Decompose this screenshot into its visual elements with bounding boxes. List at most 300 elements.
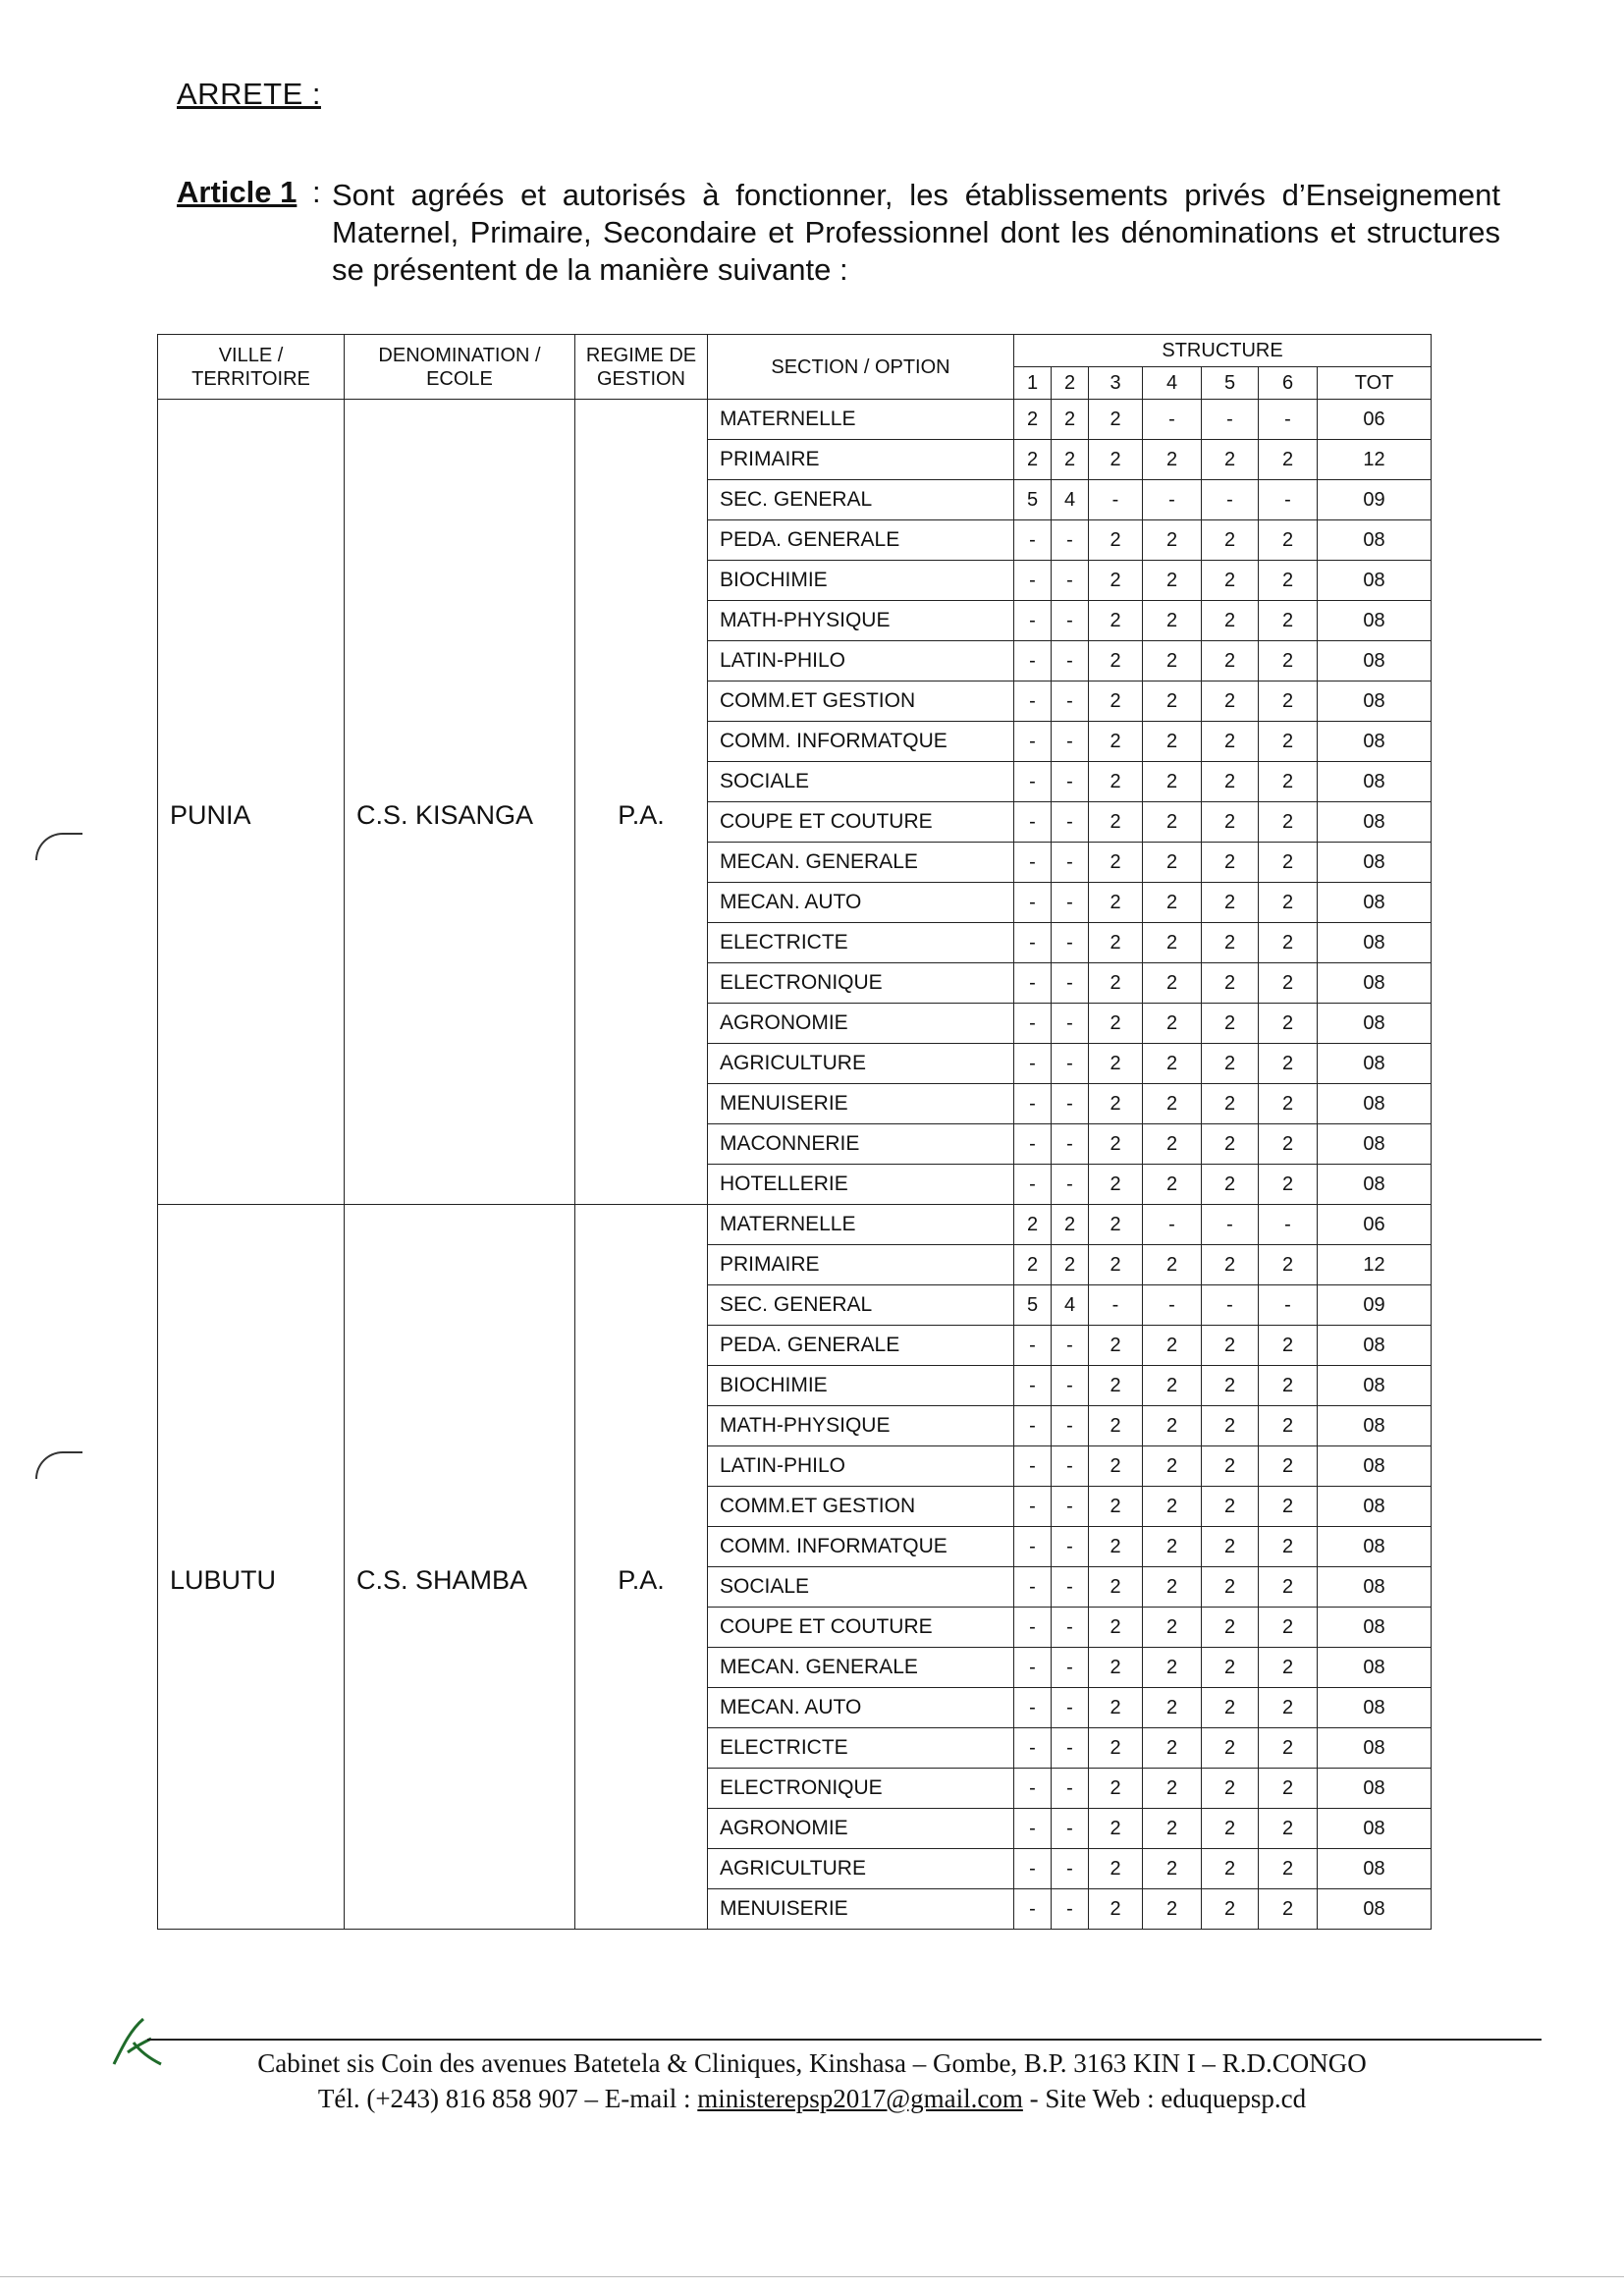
structure-cell: - <box>1052 1406 1089 1446</box>
structure-cell: - <box>1014 762 1052 802</box>
section-option-cell: AGRICULTURE <box>708 1044 1014 1084</box>
section-option-cell: MENUISERIE <box>708 1889 1014 1930</box>
structure-cell: 2 <box>1259 1366 1318 1406</box>
structure-cell: - <box>1014 1446 1052 1487</box>
structure-cell: 2 <box>1202 440 1259 480</box>
structure-cell: 2 <box>1259 1124 1318 1165</box>
structure-cell: - <box>1143 1205 1202 1245</box>
total-cell: 08 <box>1318 1527 1432 1567</box>
footer-rule <box>147 2039 1542 2041</box>
footer-email-link[interactable]: ministerepsp2017@gmail.com <box>697 2084 1023 2113</box>
structure-cell: 2 <box>1143 1366 1202 1406</box>
structure-cell: 2 <box>1089 1245 1143 1285</box>
structure-cell: 2 <box>1143 963 1202 1004</box>
structure-cell: - <box>1014 1889 1052 1930</box>
section-option-cell: SOCIALE <box>708 762 1014 802</box>
structure-cell: 2 <box>1202 1527 1259 1567</box>
section-option-cell: ELECTRICTE <box>708 1728 1014 1769</box>
structure-cell: 2 <box>1089 1527 1143 1567</box>
structure-cell: 2 <box>1143 1487 1202 1527</box>
punch-hole-mark <box>35 1451 82 1479</box>
structure-cell: - <box>1052 883 1089 923</box>
structure-cell: - <box>1052 923 1089 963</box>
structure-cell: - <box>1014 1044 1052 1084</box>
structure-cell: 2 <box>1259 1165 1318 1205</box>
header-col-2: 2 <box>1052 367 1089 400</box>
structure-cell: - <box>1014 1406 1052 1446</box>
total-cell: 08 <box>1318 601 1432 641</box>
header-col-6: 6 <box>1259 367 1318 400</box>
structure-cell: 2 <box>1089 1728 1143 1769</box>
structure-cell: - <box>1143 400 1202 440</box>
structure-cell: - <box>1259 1205 1318 1245</box>
structure-cell: 2 <box>1202 641 1259 682</box>
regime-cell-text: P.A. <box>618 1565 665 1595</box>
structure-cell: - <box>1014 1366 1052 1406</box>
structure-cell: 2 <box>1202 762 1259 802</box>
total-cell: 08 <box>1318 1769 1432 1809</box>
structure-cell: - <box>1052 843 1089 883</box>
total-cell: 09 <box>1318 1285 1432 1326</box>
structure-cell: 2 <box>1202 520 1259 561</box>
structure-cell: 2 <box>1202 1245 1259 1285</box>
section-option-cell: COMM. INFORMATQUE <box>708 1527 1014 1567</box>
structure-cell: - <box>1052 1769 1089 1809</box>
structure-cell: - <box>1014 883 1052 923</box>
structure-cell: - <box>1014 1084 1052 1124</box>
structure-cell: 2 <box>1202 1809 1259 1849</box>
structure-cell: 2 <box>1014 1205 1052 1245</box>
structure-cell: 2 <box>1089 1809 1143 1849</box>
structure-cell: - <box>1014 1688 1052 1728</box>
structure-cell: 2 <box>1259 843 1318 883</box>
structure-cell: 2 <box>1089 1487 1143 1527</box>
structure-cell: 2 <box>1089 1889 1143 1930</box>
punch-hole-mark <box>35 833 82 860</box>
structure-cell: - <box>1259 480 1318 520</box>
denomination-cell <box>345 400 575 1205</box>
structure-cell: 2 <box>1202 1688 1259 1728</box>
structure-cell: - <box>1052 1326 1089 1366</box>
structure-cell: 2 <box>1143 1527 1202 1567</box>
section-option-cell: MATERNELLE <box>708 1205 1014 1245</box>
section-option-cell: SEC. GENERAL <box>708 1285 1014 1326</box>
table-row <box>158 1205 1432 1245</box>
section-option-cell: MATH-PHYSIQUE <box>708 601 1014 641</box>
total-cell: 08 <box>1318 1406 1432 1446</box>
structure-cell: 2 <box>1202 923 1259 963</box>
structure-cell: 2 <box>1143 1004 1202 1044</box>
total-cell: 08 <box>1318 963 1432 1004</box>
total-cell: 08 <box>1318 1004 1432 1044</box>
structure-cell: 2 <box>1089 1326 1143 1366</box>
total-cell: 08 <box>1318 1165 1432 1205</box>
section-option-cell: MECAN. GENERALE <box>708 843 1014 883</box>
total-cell: 08 <box>1318 802 1432 843</box>
structure-cell: - <box>1052 1487 1089 1527</box>
structure-cell: 2 <box>1143 1769 1202 1809</box>
structure-cell: - <box>1014 682 1052 722</box>
structure-cell: 2 <box>1089 1567 1143 1608</box>
structure-cell: - <box>1052 1889 1089 1930</box>
total-cell: 08 <box>1318 843 1432 883</box>
structure-cell: 2 <box>1089 802 1143 843</box>
total-cell: 06 <box>1318 400 1432 440</box>
structure-cell: 2 <box>1143 722 1202 762</box>
structure-cell: 2 <box>1052 440 1089 480</box>
structure-cell: 2 <box>1202 1608 1259 1648</box>
structure-cell: 2 <box>1089 1044 1143 1084</box>
structure-cell: 2 <box>1052 400 1089 440</box>
structure-cell: - <box>1052 1527 1089 1567</box>
section-option-cell: MECAN. AUTO <box>708 883 1014 923</box>
structure-cell: 2 <box>1143 1889 1202 1930</box>
structure-cell: 2 <box>1202 1366 1259 1406</box>
structure-cell: 2 <box>1259 520 1318 561</box>
structure-cell: 2 <box>1202 561 1259 601</box>
structure-cell: 2 <box>1202 1326 1259 1366</box>
page-edge-line <box>0 2276 1624 2277</box>
structure-cell: 2 <box>1143 802 1202 843</box>
structure-cell: 2 <box>1052 1245 1089 1285</box>
structure-cell: - <box>1052 802 1089 843</box>
structure-cell: 2 <box>1202 1406 1259 1446</box>
structure-cell: 2 <box>1089 1648 1143 1688</box>
structure-cell: - <box>1014 1809 1052 1849</box>
structure-cell: 2 <box>1143 1608 1202 1648</box>
header-col-3: 3 <box>1089 367 1143 400</box>
structure-cell: 2 <box>1259 1849 1318 1889</box>
structure-cell: 2 <box>1202 963 1259 1004</box>
structure-cell: 2 <box>1202 682 1259 722</box>
structure-cell: 2 <box>1089 923 1143 963</box>
structure-cell: 2 <box>1052 1205 1089 1245</box>
structure-cell: 2 <box>1143 561 1202 601</box>
section-option-cell: COMM.ET GESTION <box>708 682 1014 722</box>
structure-cell: 2 <box>1089 520 1143 561</box>
total-cell: 08 <box>1318 1608 1432 1648</box>
total-cell: 12 <box>1318 440 1432 480</box>
total-cell: 08 <box>1318 1446 1432 1487</box>
structure-cell: 2 <box>1089 762 1143 802</box>
section-option-cell: BIOCHIMIE <box>708 1366 1014 1406</box>
section-option-cell: MACONNERIE <box>708 1124 1014 1165</box>
structure-cell: 5 <box>1014 480 1052 520</box>
total-cell: 08 <box>1318 883 1432 923</box>
structure-cell: - <box>1052 1084 1089 1124</box>
ville-cell <box>158 400 345 1205</box>
article-label: Article 1 <box>177 175 298 209</box>
table-row <box>158 400 1432 440</box>
header-col-tot: TOT <box>1318 367 1432 400</box>
structure-cell: 2 <box>1143 1688 1202 1728</box>
structure-cell: 2 <box>1089 883 1143 923</box>
section-option-cell: MATH-PHYSIQUE <box>708 1406 1014 1446</box>
footer-tel: Tél. (+243) 816 858 907 – E-mail : <box>317 2084 698 2113</box>
structure-cell: 2 <box>1089 440 1143 480</box>
section-option-cell: PRIMAIRE <box>708 440 1014 480</box>
structure-cell: 2 <box>1089 1366 1143 1406</box>
structure-cell: 2 <box>1089 1004 1143 1044</box>
structure-cell: - <box>1052 1366 1089 1406</box>
section-option-cell: AGRONOMIE <box>708 1809 1014 1849</box>
structure-cell: 2 <box>1259 440 1318 480</box>
header-regime: REGIME DE GESTION <box>575 335 708 400</box>
structure-cell: 4 <box>1052 480 1089 520</box>
section-option-cell: ELECTRICTE <box>708 923 1014 963</box>
structure-cell: 2 <box>1143 1406 1202 1446</box>
structure-cell: 2 <box>1259 1446 1318 1487</box>
total-cell: 08 <box>1318 1124 1432 1165</box>
structure-cell: - <box>1052 682 1089 722</box>
structure-cell: 2 <box>1259 1688 1318 1728</box>
structure-cell: 2 <box>1089 400 1143 440</box>
section-option-cell: MENUISERIE <box>708 1084 1014 1124</box>
structure-cell: 2 <box>1259 923 1318 963</box>
structure-cell: 2 <box>1202 1487 1259 1527</box>
section-option-cell: AGRICULTURE <box>708 1849 1014 1889</box>
structure-cell: 5 <box>1014 1285 1052 1326</box>
header-ville: VILLE / TERRITOIRE <box>158 335 345 400</box>
section-option-cell: PEDA. GENERALE <box>708 1326 1014 1366</box>
section-option-cell: PRIMAIRE <box>708 1245 1014 1285</box>
structure-cell: - <box>1052 1809 1089 1849</box>
total-cell: 08 <box>1318 1567 1432 1608</box>
structure-cell: 2 <box>1089 641 1143 682</box>
structure-cell: - <box>1143 480 1202 520</box>
structure-cell: 2 <box>1259 1084 1318 1124</box>
structure-cell: - <box>1052 762 1089 802</box>
structure-cell: - <box>1014 520 1052 561</box>
section-option-cell: AGRONOMIE <box>708 1004 1014 1044</box>
structure-cell: - <box>1202 400 1259 440</box>
structure-cell: 2 <box>1202 601 1259 641</box>
structure-cell: - <box>1014 843 1052 883</box>
structure-cell: - <box>1014 963 1052 1004</box>
total-cell: 08 <box>1318 762 1432 802</box>
section-option-cell: BIOCHIMIE <box>708 561 1014 601</box>
structure-cell: - <box>1052 1044 1089 1084</box>
structure-cell: 2 <box>1143 1809 1202 1849</box>
table-body <box>158 400 1432 1930</box>
structure-cell: - <box>1014 641 1052 682</box>
structure-cell: - <box>1089 480 1143 520</box>
structure-cell: 2 <box>1089 1446 1143 1487</box>
structure-cell: - <box>1259 400 1318 440</box>
section-option-cell: MECAN. AUTO <box>708 1688 1014 1728</box>
header-col-5: 5 <box>1202 367 1259 400</box>
structure-cell: 2 <box>1089 1124 1143 1165</box>
structure-cell: 2 <box>1202 1728 1259 1769</box>
structure-cell: 2 <box>1089 1406 1143 1446</box>
structure-cell: - <box>1014 1849 1052 1889</box>
structure-cell: 2 <box>1089 1769 1143 1809</box>
structure-cell: 2 <box>1143 520 1202 561</box>
total-cell: 09 <box>1318 480 1432 520</box>
structure-cell: 2 <box>1089 722 1143 762</box>
structure-cell: - <box>1202 480 1259 520</box>
structure-cell: 2 <box>1259 1769 1318 1809</box>
section-option-cell: COUPE ET COUTURE <box>708 1608 1014 1648</box>
structure-cell: 2 <box>1143 601 1202 641</box>
structure-cell: 2 <box>1143 440 1202 480</box>
total-cell: 08 <box>1318 561 1432 601</box>
structure-cell: - <box>1014 1326 1052 1366</box>
regime-cell <box>575 400 708 1205</box>
total-cell: 08 <box>1318 520 1432 561</box>
structure-cell: 2 <box>1259 1889 1318 1930</box>
article-colon: : <box>312 175 321 209</box>
structure-cell: - <box>1052 1124 1089 1165</box>
structure-cell: - <box>1014 802 1052 843</box>
total-cell: 08 <box>1318 923 1432 963</box>
structure-cell: 2 <box>1259 963 1318 1004</box>
total-cell: 08 <box>1318 1809 1432 1849</box>
structure-cell: - <box>1014 1769 1052 1809</box>
denomination-cell <box>345 1205 575 1930</box>
structure-cell: 2 <box>1259 1608 1318 1648</box>
structure-cell: - <box>1014 1567 1052 1608</box>
structure-cell: - <box>1052 1849 1089 1889</box>
denomination-cell-text: C.S. KISANGA <box>356 800 534 830</box>
section-option-cell: MATERNELLE <box>708 400 1014 440</box>
structure-cell: 2 <box>1143 762 1202 802</box>
footer-address: Cabinet sis Coin des avenues Batetela & Cliniques, Kinshasa – Gombe, B.P. 3163 KIN I – R.D.CONGO <box>257 2048 1367 2078</box>
structure-cell: - <box>1014 1648 1052 1688</box>
total-cell: 08 <box>1318 1728 1432 1769</box>
structure-cell: - <box>1052 1648 1089 1688</box>
total-cell: 08 <box>1318 1326 1432 1366</box>
structure-cell: 2 <box>1143 1326 1202 1366</box>
structure-cell: 2 <box>1143 1446 1202 1487</box>
structure-cell: 2 <box>1089 601 1143 641</box>
footer-site: - Site Web : eduquepsp.cd <box>1022 2084 1307 2113</box>
total-cell: 08 <box>1318 722 1432 762</box>
structure-cell: 2 <box>1143 843 1202 883</box>
structure-cell: - <box>1052 520 1089 561</box>
structure-cell: 2 <box>1259 1728 1318 1769</box>
structure-cell: 2 <box>1202 1769 1259 1809</box>
structure-cell: 2 <box>1014 1245 1052 1285</box>
ville-cell <box>158 1205 345 1930</box>
total-cell: 08 <box>1318 641 1432 682</box>
structure-cell: 2 <box>1259 1044 1318 1084</box>
structure-cell: 2 <box>1202 802 1259 843</box>
structure-cell: 2 <box>1143 641 1202 682</box>
structure-cell: 2 <box>1202 1648 1259 1688</box>
structure-cell: - <box>1052 641 1089 682</box>
structure-cell: 2 <box>1259 641 1318 682</box>
structure-cell: 2 <box>1259 682 1318 722</box>
structure-cell: 2 <box>1143 883 1202 923</box>
structure-cell: - <box>1014 1124 1052 1165</box>
structure-cell: - <box>1052 1728 1089 1769</box>
structure-cell: 2 <box>1014 400 1052 440</box>
total-cell: 12 <box>1318 1245 1432 1285</box>
total-cell: 08 <box>1318 682 1432 722</box>
section-option-cell: COUPE ET COUTURE <box>708 802 1014 843</box>
structure-cell: - <box>1089 1285 1143 1326</box>
structure-cell: - <box>1202 1205 1259 1245</box>
structure-cell: - <box>1014 1004 1052 1044</box>
structure-cell: - <box>1052 601 1089 641</box>
total-cell: 08 <box>1318 1849 1432 1889</box>
structure-cell: 2 <box>1259 1809 1318 1849</box>
structure-cell: 2 <box>1143 1124 1202 1165</box>
structure-cell: - <box>1052 963 1089 1004</box>
structure-cell: - <box>1014 1608 1052 1648</box>
structure-cell: 2 <box>1143 1245 1202 1285</box>
section-option-cell: MECAN. GENERALE <box>708 1648 1014 1688</box>
article-text: Sont agréés et autorisés à fonctionner, les établissements privés d’Enseignement Maternel, Primaire, Secondaire et Professionnel dont les dénominations et structures se présentent de la manière suivante : <box>332 178 1500 287</box>
structure-cell: 2 <box>1014 440 1052 480</box>
structure-cell: 2 <box>1202 1165 1259 1205</box>
structure-cell: 2 <box>1089 963 1143 1004</box>
structure-cell: 2 <box>1143 682 1202 722</box>
structure-cell: 2 <box>1259 1487 1318 1527</box>
structure-cell: 2 <box>1202 883 1259 923</box>
structure-cell: 2 <box>1202 843 1259 883</box>
header-structure: STRUCTURE <box>1014 335 1432 367</box>
structure-cell: - <box>1202 1285 1259 1326</box>
structure-cell: 2 <box>1259 601 1318 641</box>
structure-cell: 2 <box>1202 1044 1259 1084</box>
structure-cell: 2 <box>1259 1326 1318 1366</box>
structure-cell: - <box>1052 1608 1089 1648</box>
structure-cell: 2 <box>1143 1728 1202 1769</box>
regime-cell-text: P.A. <box>618 800 665 830</box>
structure-cell: - <box>1052 1004 1089 1044</box>
structure-cell: 2 <box>1259 883 1318 923</box>
structure-cell: 2 <box>1089 1608 1143 1648</box>
structure-cell: 2 <box>1202 722 1259 762</box>
structure-cell: 2 <box>1089 1688 1143 1728</box>
denomination-cell-text: C.S. SHAMBA <box>356 1565 528 1595</box>
section-option-cell: ELECTRONIQUE <box>708 1769 1014 1809</box>
structure-cell: 2 <box>1259 1567 1318 1608</box>
structure-cell: 2 <box>1143 1567 1202 1608</box>
structure-cell: 2 <box>1089 843 1143 883</box>
total-cell: 08 <box>1318 1889 1432 1930</box>
structure-cell: - <box>1014 1165 1052 1205</box>
structure-cell: 2 <box>1202 1849 1259 1889</box>
structure-cell: - <box>1052 1165 1089 1205</box>
section-option-cell: HOTELLERIE <box>708 1165 1014 1205</box>
section-option-cell: COMM.ET GESTION <box>708 1487 1014 1527</box>
structure-cell: 2 <box>1202 1004 1259 1044</box>
structure-cell: - <box>1052 1567 1089 1608</box>
total-cell: 08 <box>1318 1688 1432 1728</box>
structure-cell: 2 <box>1259 1406 1318 1446</box>
structure-cell: 2 <box>1202 1446 1259 1487</box>
section-option-cell: LATIN-PHILO <box>708 1446 1014 1487</box>
structure-cell: - <box>1052 722 1089 762</box>
structure-cell: 2 <box>1143 923 1202 963</box>
structure-cell: - <box>1014 601 1052 641</box>
structure-cell: - <box>1143 1285 1202 1326</box>
structure-cell: 2 <box>1259 1004 1318 1044</box>
structure-cell: - <box>1052 1446 1089 1487</box>
total-cell: 08 <box>1318 1044 1432 1084</box>
structure-cell: - <box>1014 1487 1052 1527</box>
structure-cell: 2 <box>1089 1165 1143 1205</box>
header-section: SECTION / OPTION <box>708 335 1014 400</box>
structure-cell: - <box>1014 923 1052 963</box>
footer-contact <box>0 2084 1624 2114</box>
structure-cell: 2 <box>1143 1044 1202 1084</box>
structure-cell: - <box>1014 1728 1052 1769</box>
structure-cell: 2 <box>1259 722 1318 762</box>
